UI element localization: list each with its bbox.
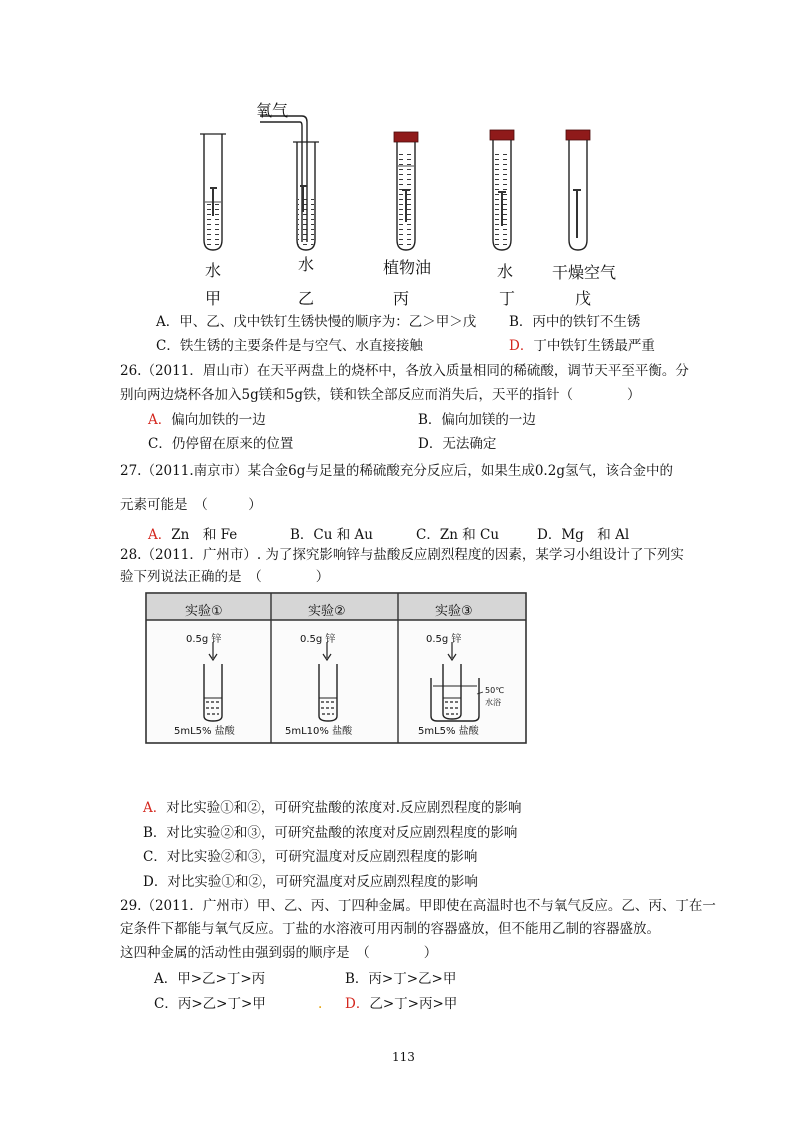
- q27-option-c: C．Zn 和 Cu: [416, 527, 500, 543]
- q29-stem-line1: 29.（2011．广州市）甲、乙、丙、丁四种金属。甲即使在高温时也不与氧气反应。乙、丙、丁在一: [120, 898, 716, 914]
- tube-medium-label: 植物油: [383, 258, 432, 277]
- q26-stem-line1: 26.（2011．眉山市）在天平两盘上的烧杯中，各放入质量相同的稀硫酸，调节天平至平衡。分: [120, 363, 689, 379]
- exp2-liquid-label: 5mL10% 盐酸: [285, 726, 353, 737]
- q28-option-c: C．对比实验②和③，可研究温度对反应剧烈程度的影响: [143, 849, 478, 865]
- q26-option-a: [148, 411, 266, 429]
- q26-option-b: B．偏向加镁的一边: [418, 412, 536, 428]
- answer-letter: A．: [148, 527, 172, 543]
- exp2-header: 实验②: [308, 604, 346, 619]
- option-text: 偏向加铁的一边: [171, 412, 266, 428]
- option-text: 对比实验①和②，可研究盐酸的浓度对.反应剧烈程度的影响: [166, 800, 522, 816]
- q27-stem-line1: 27.（2011.南京市）某合金6g与足量的稀硫酸充分反应后，如果生成0.2g氢气，该合金中的: [120, 463, 673, 479]
- option-text: 乙>丁>丙>甲: [369, 996, 458, 1012]
- answer-letter: A．: [148, 412, 172, 428]
- answer-letter: D．: [345, 996, 370, 1012]
- answer-letter: A．: [143, 800, 167, 816]
- tube-name-label: 戊: [575, 289, 592, 308]
- exp3-liquid-label: 5mL5% 盐酸: [418, 726, 479, 737]
- tube-medium-label: 水: [205, 261, 222, 280]
- page-number: 113: [392, 1050, 415, 1064]
- oxygen-label: 氧气: [256, 101, 289, 120]
- q28-option-d: D．对比实验①和②，可研究温度对反应剧烈程度的影响: [143, 874, 478, 890]
- q28-option-b: B．对比实验②和③，可研究盐酸的浓度对反应剧烈程度的影响: [143, 825, 518, 841]
- q25-option-a: A．甲、乙、戊中铁钉生锈快慢的顺序为：乙＞甲＞戊: [156, 314, 477, 330]
- tube-medium-label: 干燥空气: [552, 263, 617, 282]
- q26-option-d: D．无法确定: [418, 436, 497, 452]
- option-text: Zn 和 Fe: [171, 527, 238, 543]
- tube-name-label: 甲: [205, 289, 222, 308]
- q26-option-c: C．仍停留在原来的位置: [148, 436, 294, 452]
- q29-option-a: A．甲>乙>丁>丙: [154, 971, 266, 987]
- tube-ding: [490, 130, 514, 250]
- option-text: 丁中铁钉生锈最严重: [533, 338, 655, 354]
- tube-jia: [200, 134, 226, 250]
- q27-option-d: D．Mg 和 Al: [537, 527, 630, 543]
- exp1-liquid-label: 5mL5% 盐酸: [174, 726, 235, 737]
- tube-medium-label: 水: [497, 262, 514, 281]
- exp3-header: 实验③: [435, 604, 473, 619]
- q25-option-c: C．铁生锈的主要条件是与空气、水直接接触: [156, 338, 423, 354]
- tube-bing: [394, 132, 418, 250]
- exp3-bath-label: 水浴: [485, 698, 501, 707]
- exp3-bath-temp: 50℃: [485, 686, 505, 695]
- stray-dot: .: [318, 996, 323, 1012]
- q28-stem-line2: 验下列说法正确的是 （ ）: [120, 569, 330, 585]
- q29-option-b: B．丙>丁>乙>甲: [345, 971, 457, 987]
- exp1-header: 实验①: [185, 604, 223, 619]
- q27-option-b: B．Cu 和 Au: [290, 527, 373, 543]
- tube-name-label: 乙: [298, 289, 315, 308]
- answer-letter: D．: [509, 338, 534, 354]
- q29-stem-line2: 定条件下都能与氧气反应。丁盐的水溶液可用丙制的容器盛放，但不能用乙制的容器盛放。: [120, 921, 660, 937]
- tube-yi: [260, 116, 319, 250]
- exp2-solid-label: 0.5g 锌: [300, 634, 336, 645]
- q29-stem-line3: 这四种金属的活动性由强到弱的顺序是 （ ）: [120, 945, 438, 961]
- q26-stem-line2: 别向两边烧杯各加入5g镁和5g铁，镁和铁全部反应而消失后，天平的指针（ ）: [120, 387, 641, 403]
- q28-option-a: [143, 799, 522, 817]
- tube-wu: [566, 130, 590, 250]
- exp3-solid-label: 0.5g 锌: [426, 634, 462, 645]
- q25-option-d: [509, 337, 655, 355]
- q29-option-c: C．丙>乙>丁>甲: [154, 996, 266, 1012]
- q28-stem-line1: 28.（2011．广州市）. 为了探究影响锌与盐酸反应剧烈程度的因素，某学习小组设计了下列实: [120, 547, 684, 563]
- q29-option-d: [345, 995, 457, 1013]
- tube-medium-label: 水: [298, 255, 315, 274]
- q27-option-a: [148, 526, 237, 544]
- q27-stem-line2: 元素可能是 （ ）: [120, 497, 262, 513]
- tube-name-label: 丁: [499, 289, 516, 308]
- exp1-solid-label: 0.5g 锌: [186, 634, 222, 645]
- q25-option-b: B．丙中的铁钉不生锈: [509, 314, 641, 330]
- tube-name-label: 丙: [393, 289, 410, 308]
